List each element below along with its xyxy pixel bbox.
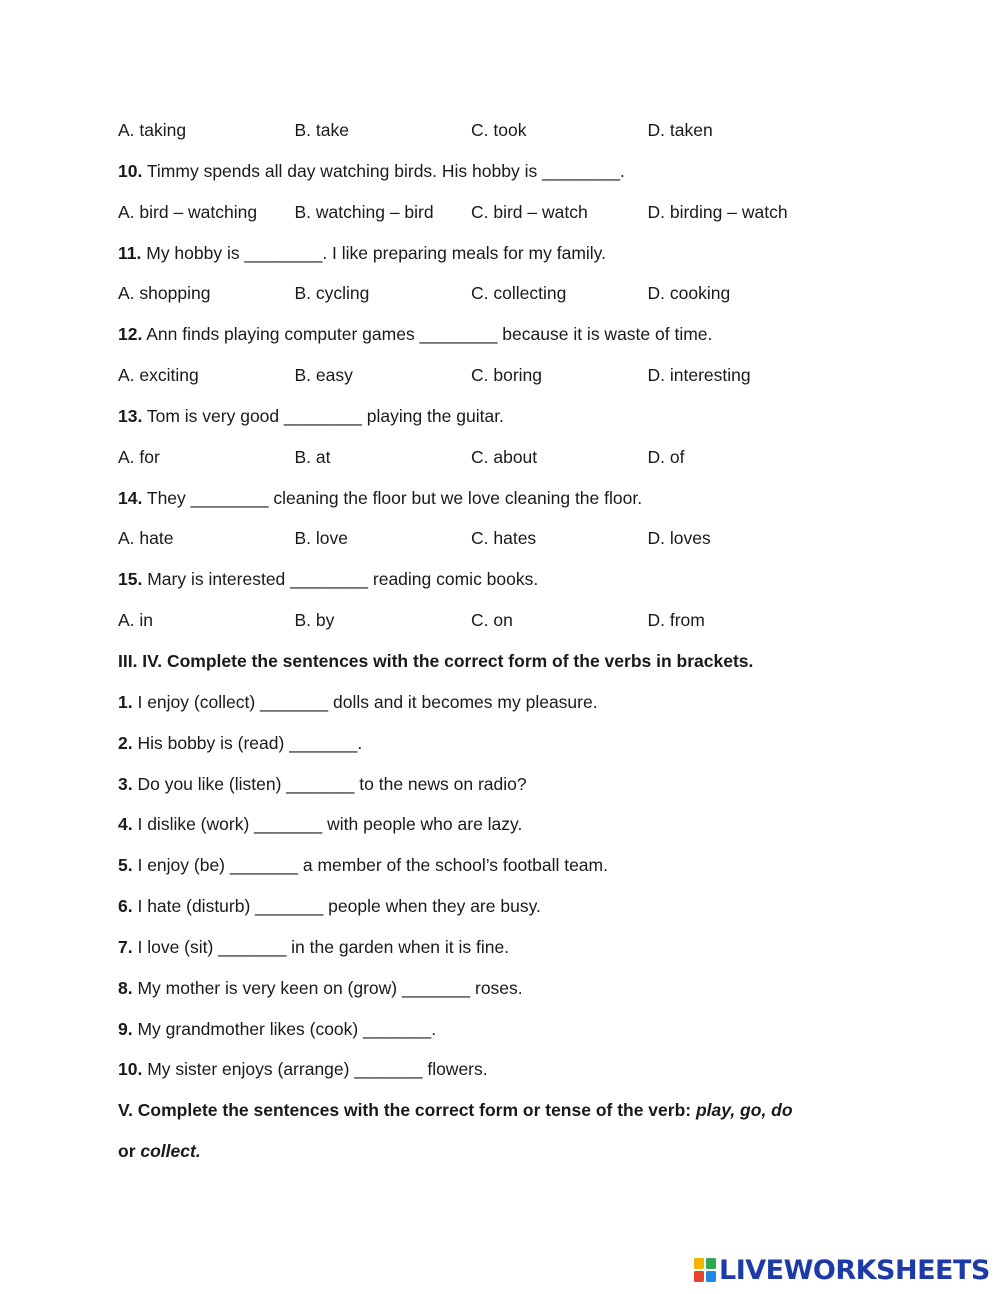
item-text: I enjoy (be) _______ a member of the school’s football team. — [132, 855, 608, 876]
verb-item-3 — [118, 770, 878, 811]
option-a[interactable]: A. bird – watching — [118, 201, 258, 222]
question-text: They ________ cleaning the floor but we love cleaning the floor. — [142, 487, 643, 508]
item-number: 6. — [118, 896, 133, 917]
q14-options — [118, 524, 878, 565]
section-iv-heading: III. IV. Complete the sentences with the correct form of the verbs in brackets. — [118, 650, 754, 671]
option-d[interactable]: D. cooking — [647, 283, 731, 304]
verb-item-8 — [118, 974, 878, 1015]
option-d[interactable]: D. birding – watch — [647, 201, 788, 222]
section-v-heading-line-2 — [118, 1137, 878, 1178]
question-13 — [118, 402, 878, 443]
verb-item-10 — [118, 1055, 878, 1096]
item-number: 1. — [118, 691, 133, 712]
option-c[interactable]: C. took — [471, 120, 527, 140]
question-number: 10. — [118, 160, 143, 181]
question-text: Timmy spends all day watching birds. His hobby is ________. — [142, 160, 625, 181]
question-10 — [118, 157, 878, 198]
item-number: 4. — [118, 814, 133, 835]
option-b[interactable]: B. cycling — [294, 283, 370, 304]
worksheet-page — [118, 116, 878, 1178]
option-a[interactable]: A. taking — [118, 120, 187, 140]
option-d[interactable]: D. interesting — [647, 365, 751, 386]
q10-options — [118, 198, 878, 239]
option-c[interactable]: C. collecting — [471, 283, 567, 304]
verb-item-7 — [118, 933, 878, 974]
question-number: 11. — [118, 242, 142, 263]
item-text: My grandmother likes (cook) _______. — [132, 1018, 437, 1039]
item-number: 8. — [118, 977, 133, 998]
item-text: I dislike (work) _______ with people who are lazy. — [132, 814, 523, 835]
question-text: My hobby is ________. I like preparing meals for my family. — [141, 242, 606, 263]
option-a[interactable]: A. for — [118, 446, 160, 467]
question-text: Mary is interested ________ reading comic books. — [142, 569, 539, 590]
question-number: 15. — [118, 569, 143, 590]
item-number: 2. — [118, 732, 133, 753]
question-12 — [118, 320, 878, 361]
item-text: My mother is very keen on (grow) _______ roses. — [132, 977, 523, 998]
section-v-heading-verbs: play, go, do — [695, 1100, 793, 1121]
question-text: Ann finds playing computer games ________ because it is waste of time. — [142, 324, 713, 345]
option-a[interactable]: A. hate — [118, 528, 174, 549]
item-number: 3. — [118, 773, 133, 794]
logo-text: LIVEWORKSHEETS — [719, 1254, 990, 1286]
q12-options — [118, 361, 878, 402]
option-b[interactable]: B. at — [294, 446, 331, 467]
question-text: Tom is very good ________ playing the guitar. — [142, 405, 504, 426]
section-v-heading-or: or — [118, 1141, 141, 1162]
item-text: I hate (disturb) _______ people when they are busy. — [132, 896, 541, 917]
option-a[interactable]: A. exciting — [118, 365, 199, 386]
option-c[interactable]: C. hates — [471, 528, 537, 549]
item-text: I love (sit) _______ in the garden when it is fine. — [132, 936, 510, 957]
section-v-heading-collect: collect. — [140, 1141, 201, 1162]
option-c[interactable]: C. bird – watch — [471, 201, 588, 222]
option-d[interactable]: D. of — [647, 446, 685, 467]
question-number: 14. — [118, 487, 143, 508]
option-b[interactable]: B. love — [294, 528, 348, 549]
option-a[interactable]: A. shopping — [118, 283, 211, 304]
section-v-heading-line-1 — [118, 1096, 878, 1137]
verb-item-4 — [118, 810, 878, 851]
option-d[interactable]: D. taken — [647, 120, 713, 140]
option-b[interactable]: B. watching – bird — [294, 201, 434, 222]
item-text: I enjoy (collect) _______ dolls and it becomes my pleasure. — [132, 691, 598, 712]
q15-options — [118, 606, 878, 647]
option-b[interactable]: B. easy — [294, 365, 353, 386]
item-number: 9. — [118, 1018, 133, 1039]
section-v-heading-text: V. Complete the sentences with the correct form or tense of the verb: — [118, 1100, 696, 1121]
q13-options — [118, 443, 878, 484]
item-text: My sister enjoys (arrange) _______ flowers. — [142, 1059, 488, 1080]
option-c[interactable]: C. on — [471, 610, 513, 631]
option-d[interactable]: D. loves — [647, 528, 711, 549]
option-d[interactable]: D. from — [647, 610, 705, 631]
item-number: 10. — [118, 1059, 143, 1080]
question-number: 13. — [118, 405, 143, 426]
verb-item-5 — [118, 851, 878, 892]
liveworksheets-badge-icon — [694, 1258, 716, 1282]
q9-options — [118, 116, 878, 157]
item-text: Do you like (listen) _______ to the news on radio? — [132, 773, 527, 794]
q11-options — [118, 279, 878, 320]
liveworksheets-logo[interactable] — [694, 1253, 990, 1287]
option-a[interactable]: A. in — [118, 610, 154, 631]
option-b[interactable]: B. take — [294, 120, 349, 140]
item-number: 5. — [118, 855, 133, 876]
option-c[interactable]: C. about — [471, 446, 538, 467]
question-11 — [118, 239, 878, 280]
option-c[interactable]: C. boring — [471, 365, 543, 386]
item-text: His bobby is (read) _______. — [132, 732, 363, 753]
verb-item-6 — [118, 892, 878, 933]
verb-item-1 — [118, 688, 878, 729]
question-number: 12. — [118, 324, 143, 345]
verb-item-2 — [118, 729, 878, 770]
question-14 — [118, 484, 878, 525]
item-number: 7. — [118, 936, 133, 957]
option-b[interactable]: B. by — [294, 610, 335, 631]
question-15 — [118, 565, 878, 606]
verb-item-9 — [118, 1015, 878, 1056]
